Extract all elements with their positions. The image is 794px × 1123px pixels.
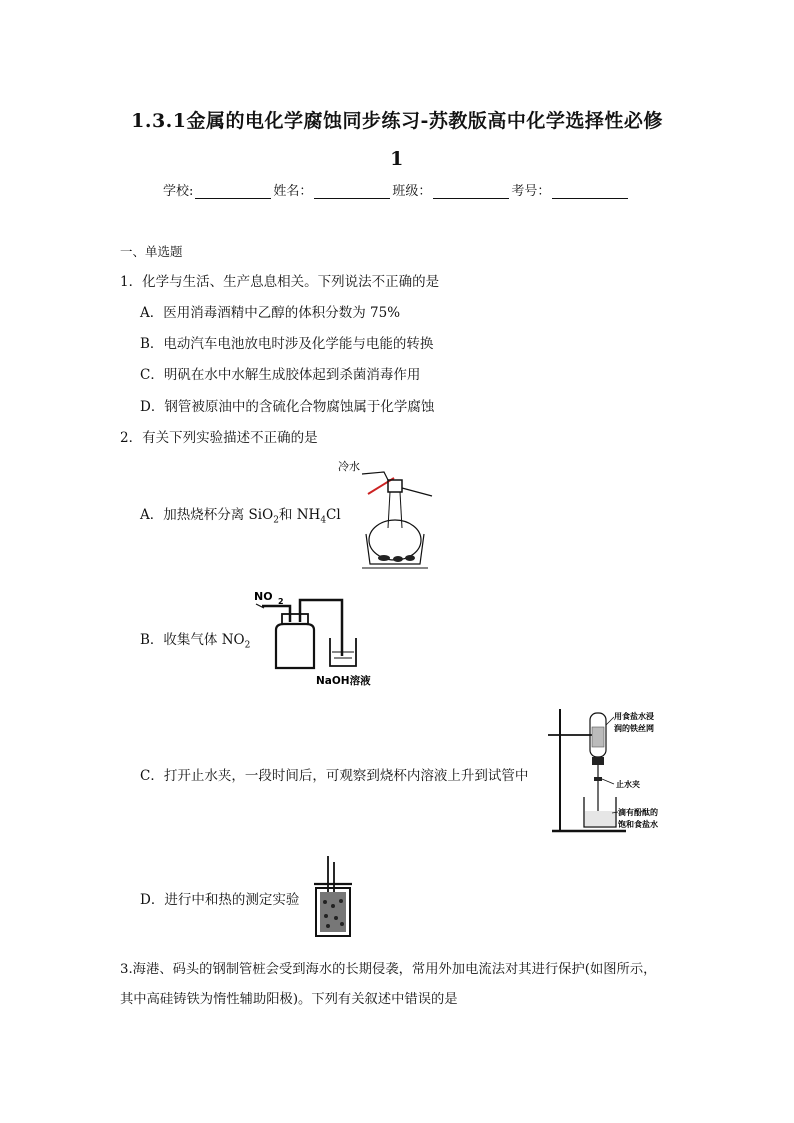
figure-a-sublimation-apparatus [332,458,442,570]
fig-b-gas-sub: 2 [278,597,284,606]
exam-no-label: 考号： [511,184,551,199]
q2-a-sub2: 4 [320,515,327,526]
figure-d-svg [308,854,358,940]
page-title-cont: 1 [390,148,404,170]
q1-option-b: B．电动汽车电池放电时涉及化学能与电能的转换 [140,336,434,352]
class-blank[interactable] [433,184,509,199]
q3-stem-line2: 其中高硅铸铁为惰性辅助阳极)。下列有关叙述中错误的是 [120,992,458,1007]
fig-c-label-1: 用食盐水浸 [614,712,654,721]
q2-a-mid: 和 NH [278,507,321,523]
name-blank[interactable] [314,184,390,199]
figure-d-calorimeter [308,854,358,940]
q2-a-text: A．加热烧杯分离 SiO [140,507,274,523]
q2-b-sub: 2 [244,640,251,651]
fig-b-solution-label: NaOH溶液 [316,675,371,687]
fig-b-gas-label: NO [254,590,273,603]
q2-option-a [140,503,341,526]
fig-a-label: 冷水 [338,460,360,473]
q3-stem-line1: 3.海港、码头的钢制管桩会受到海水的长期侵袭，常用外加电流法对其进行保护(如图所示， [120,962,657,977]
q2-option-c: C．打开止水夹，一段时间后，可观察到烧杯内溶液上升到试管中 [140,768,529,784]
name-label: 姓名： [273,184,313,199]
figure-b-gas-collection [250,586,390,690]
figure-b-svg [250,586,390,690]
q2-a-end: Cl [326,507,341,523]
page-title: 1.3.1金属的电化学腐蚀同步练习-苏教版高中化学选择性必修 [131,110,663,132]
school-blank[interactable] [195,184,271,199]
fig-c-label-5: 饱和食盐水 [618,820,658,829]
class-label: 班级： [392,184,432,199]
q1-option-a: A．医用消毒酒精中乙醇的体积分数为 75% [140,305,401,321]
exam-no-blank[interactable] [552,184,628,199]
q2-b-text: B．收集气体 NO [140,632,245,648]
q1-stem: 1．化学与生活、生产息息相关。下列说法不正确的是 [120,274,440,290]
figure-a-svg [332,458,442,570]
fig-c-label-3: 止水夹 [616,780,640,789]
q2-stem: 2．有关下列实验描述不正确的是 [120,430,318,446]
fig-c-label-4: 滴有酚酞的 [618,808,658,817]
section-heading: 一、单选题 [120,244,183,259]
q2-option-d: D．进行中和热的测定实验 [140,892,300,908]
fig-c-label-2: 润的铁丝网 [614,724,654,733]
figure-c-svg [546,707,666,839]
q2-option-b [140,628,250,651]
student-info-row [163,180,630,199]
q1-option-d: D．钢管被原油中的含硫化合物腐蚀属于化学腐蚀 [140,399,435,415]
q2-a-sub1: 2 [273,515,279,526]
school-label: 学校: [163,184,194,199]
figure-c-corrosion-apparatus [546,707,666,839]
q1-option-c: C．明矾在水中水解生成胶体起到杀菌消毒作用 [140,367,421,383]
